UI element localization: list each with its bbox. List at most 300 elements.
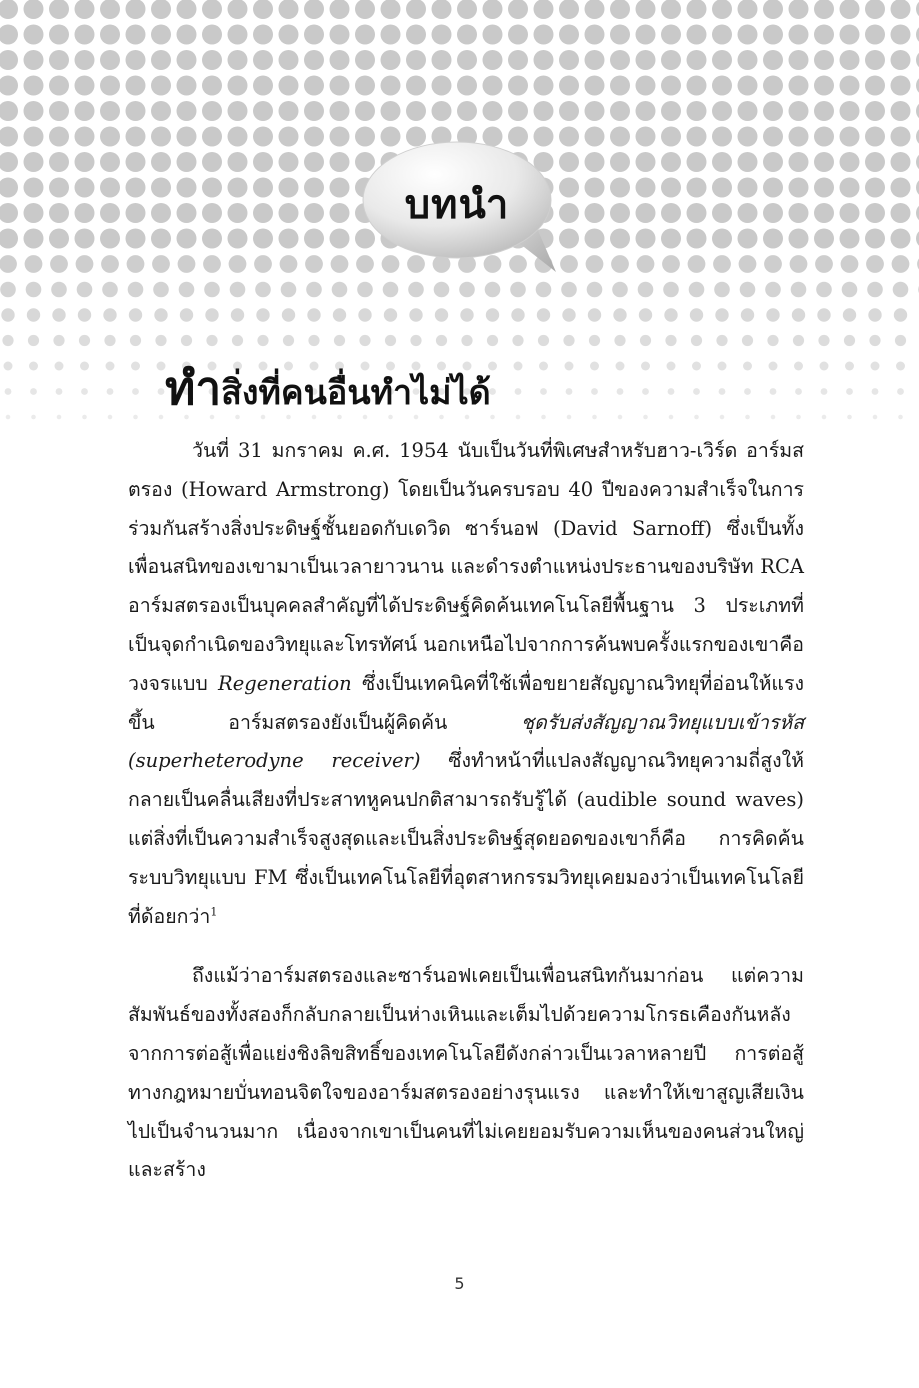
decorative-dot (814, 229, 834, 249)
decorative-dot (132, 388, 139, 395)
decorative-dot (49, 178, 69, 198)
decorative-dot (539, 362, 548, 371)
decorative-dot (151, 127, 171, 147)
decorative-dot (228, 101, 248, 121)
decorative-dot (485, 282, 501, 298)
decorative-dot (49, 203, 69, 223)
chapter-title: บทนำ (404, 182, 510, 228)
decorative-dot (866, 255, 884, 273)
decorative-dot (636, 203, 656, 223)
decorative-dot (100, 152, 120, 172)
decorative-dot (661, 178, 681, 198)
decorative-dot (279, 152, 299, 172)
decorative-dot (457, 101, 477, 121)
decorative-dot (304, 76, 324, 96)
decorative-dot (763, 127, 783, 147)
decorative-dot (712, 0, 732, 19)
decorative-dot (817, 308, 830, 321)
decorative-dot (206, 335, 217, 346)
decorative-dot (845, 362, 854, 371)
decorative-dot (459, 282, 475, 298)
decorative-dot (712, 50, 732, 70)
decorative-dot (1, 308, 14, 321)
decorative-dot (108, 415, 113, 420)
decorative-dot (661, 152, 681, 172)
decorative-dot (204, 282, 220, 298)
paragraph-1-italic-regeneration: Regeneration (218, 671, 352, 695)
decorative-dot (865, 203, 885, 223)
page-number: 5 (454, 1274, 465, 1293)
decorative-dot (24, 50, 44, 70)
decorative-dot (355, 50, 375, 70)
decorative-dot (0, 152, 18, 172)
decorative-dot (151, 229, 171, 249)
decorative-dot (610, 203, 630, 223)
decorative-dot (177, 76, 197, 96)
decorative-dot (381, 0, 401, 19)
decorative-dot (763, 229, 783, 249)
decorative-dot (898, 415, 903, 420)
decorative-dot (381, 101, 401, 121)
decorative-dot (742, 335, 753, 346)
decorative-dot (611, 255, 629, 273)
decorative-dot (661, 203, 681, 223)
decorative-dot (559, 101, 579, 121)
decorative-dot (155, 335, 166, 346)
decorative-dot (840, 229, 860, 249)
footnote-reference: 1 (210, 905, 218, 919)
decorative-dot (610, 178, 630, 198)
decorative-dot (741, 308, 754, 321)
decorative-dot (24, 127, 44, 147)
decorative-dot (840, 152, 860, 172)
decorative-dot (385, 335, 396, 346)
decorative-dot (127, 255, 145, 273)
decorative-dot (228, 152, 248, 172)
decorative-dot (534, 101, 554, 121)
decorative-dot (228, 0, 248, 19)
decorative-dot (559, 25, 579, 45)
decorative-dot (763, 0, 783, 19)
decorative-dot (130, 335, 141, 346)
decorative-dot (789, 152, 809, 172)
decorative-dot (661, 127, 681, 147)
decorative-dot (842, 282, 858, 298)
decorative-dot (712, 76, 732, 96)
decorative-dot (687, 0, 707, 19)
decorative-dot (304, 25, 324, 45)
decorative-dot (151, 178, 171, 198)
decorative-dot (330, 0, 350, 19)
decorative-dot (304, 127, 324, 147)
decorative-dot (280, 255, 298, 273)
decorative-dot (283, 335, 294, 346)
decorative-dot (202, 76, 222, 96)
decorative-dot (868, 308, 881, 321)
decorative-dot (718, 362, 727, 371)
decorative-dot (795, 388, 802, 395)
decorative-dot (330, 76, 350, 96)
decorative-dot (616, 362, 625, 371)
decorative-dot (151, 0, 171, 19)
decorative-dot (457, 25, 477, 45)
decorative-dot (667, 362, 676, 371)
decorative-dot (75, 127, 95, 147)
decorative-dot (814, 152, 834, 172)
decorative-dot (151, 25, 171, 45)
decorative-dot (867, 282, 883, 298)
decorative-dot (279, 203, 299, 223)
decorative-dot (592, 415, 597, 420)
decorative-dot (789, 203, 809, 223)
decorative-dot (844, 335, 855, 346)
decorative-dot (865, 25, 885, 45)
decorative-dot (483, 25, 503, 45)
decorative-dot (588, 308, 601, 321)
decorative-dot (636, 25, 656, 45)
decorative-dot (847, 415, 852, 420)
decorative-dot (516, 415, 521, 420)
decorative-dot (102, 282, 118, 298)
decorative-dot (872, 388, 879, 395)
decorative-dot (814, 50, 834, 70)
decorative-dot (52, 308, 65, 321)
decorative-dot (865, 127, 885, 147)
decorative-dot (0, 282, 16, 298)
decorative-dot (508, 76, 528, 96)
decorative-dot (587, 282, 603, 298)
decorative-dot (789, 178, 809, 198)
decorative-dot (381, 76, 401, 96)
decorative-dot (384, 308, 397, 321)
decorative-dot (51, 282, 67, 298)
decorative-dot (642, 388, 649, 395)
decorative-dot (100, 229, 120, 249)
decorative-dot (840, 127, 860, 147)
decorative-dot (610, 0, 630, 19)
decorative-dot (177, 25, 197, 45)
decorative-dot (687, 152, 707, 172)
decorative-dot (406, 101, 426, 121)
decorative-dot (661, 101, 681, 121)
decorative-dot (567, 415, 572, 420)
decorative-dot (586, 255, 604, 273)
decorative-dot (29, 362, 38, 371)
decorative-dot (891, 203, 911, 223)
decorative-dot (712, 203, 732, 223)
decorative-dot (332, 282, 348, 298)
decorative-dot (559, 50, 579, 70)
decorative-dot (892, 255, 910, 273)
decorative-dot (153, 282, 169, 298)
chapter-speech-bubble (360, 138, 570, 278)
paragraph-1-italic-superheterodyne: ชุดรับส่งสัญญาณวิทยุแบบเข้ารหัส (superheterodyne receiver) (128, 710, 804, 773)
decorative-dot (610, 127, 630, 147)
decorative-dot (511, 308, 524, 321)
decorative-dot (692, 362, 701, 371)
decorative-dot (180, 308, 193, 321)
decorative-dot (432, 101, 452, 121)
decorative-dot (158, 388, 165, 395)
decorative-dot (541, 415, 546, 420)
decorative-dot (305, 255, 323, 273)
decorative-dot (457, 0, 477, 19)
decorative-dot (738, 229, 758, 249)
decorative-dot (610, 50, 630, 70)
decorative-dot (126, 178, 146, 198)
decorative-dot (763, 178, 783, 198)
decorative-dot (159, 415, 164, 420)
decorative-dot (816, 282, 832, 298)
decorative-dot (304, 0, 324, 19)
decorative-dot (304, 50, 324, 70)
decorative-dot (232, 335, 243, 346)
decorative-dot (483, 50, 503, 70)
decorative-dot (6, 415, 11, 420)
decorative-dot (107, 388, 114, 395)
decorative-dot (253, 0, 273, 19)
decorative-dot (793, 335, 804, 346)
decorative-dot (712, 101, 732, 121)
decorative-dot (331, 255, 349, 273)
decorative-dot (540, 388, 547, 395)
decorative-dot (794, 362, 803, 371)
decorative-dot (846, 388, 853, 395)
decorative-dot (304, 152, 324, 172)
decorative-dot (126, 0, 146, 19)
decorative-dot (873, 415, 878, 420)
decorative-dot (282, 308, 295, 321)
decorative-dot (712, 127, 732, 147)
decorative-dot (75, 203, 95, 223)
decorative-dot (720, 415, 725, 420)
decorative-dot (128, 282, 144, 298)
decorative-dot (566, 388, 573, 395)
decorative-dot (636, 178, 656, 198)
decorative-dot (585, 127, 605, 147)
decorative-dot (665, 335, 676, 346)
decorative-dot (613, 308, 626, 321)
decorative-dot (24, 101, 44, 121)
decorative-dot (840, 0, 860, 19)
decorative-dot (661, 0, 681, 19)
decorative-dot (151, 101, 171, 121)
decorative-dot (79, 335, 90, 346)
decorative-dot (75, 50, 95, 70)
decorative-dot (131, 362, 140, 371)
decorative-dot (738, 50, 758, 70)
decorative-dot (512, 335, 523, 346)
decorative-dot (483, 76, 503, 96)
decorative-dot (151, 76, 171, 96)
decorative-dot (279, 76, 299, 96)
decorative-dot (891, 127, 911, 147)
decorative-dot (228, 229, 248, 249)
decorative-dot (814, 178, 834, 198)
decorative-dot (0, 203, 18, 223)
decorative-dot (661, 25, 681, 45)
decorative-dot (796, 415, 801, 420)
decorative-dot (865, 76, 885, 96)
decorative-dot (534, 25, 554, 45)
decorative-dot (738, 178, 758, 198)
decorative-dot (534, 76, 554, 96)
decorative-dot (739, 255, 757, 273)
decorative-dot (24, 76, 44, 96)
decorative-dot (738, 203, 758, 223)
decorative-dot (745, 415, 750, 420)
decorative-dot (0, 50, 18, 70)
decorative-dot (663, 282, 679, 298)
decorative-dot (687, 25, 707, 45)
decorative-dot (871, 362, 880, 371)
decorative-dot (562, 308, 575, 321)
decorative-dot (891, 25, 911, 45)
decorative-dot (253, 229, 273, 249)
decorative-dot (151, 203, 171, 223)
decorative-dot (257, 335, 268, 346)
decorative-dot (256, 308, 269, 321)
decorative-dot (0, 255, 17, 273)
decorative-dot (279, 127, 299, 147)
decorative-dot (333, 308, 346, 321)
decorative-dot (49, 76, 69, 96)
decorative-dot (610, 152, 630, 172)
decorative-dot (712, 229, 732, 249)
decorative-dot (28, 335, 39, 346)
decorative-dot (133, 415, 138, 420)
decorative-dot (636, 101, 656, 121)
decorative-dot (129, 308, 142, 321)
decorative-dot (435, 308, 448, 321)
decorative-dot (0, 229, 18, 249)
decorative-dot (891, 229, 911, 249)
decorative-dot (126, 25, 146, 45)
decorative-dot (24, 229, 44, 249)
decorative-dot (228, 203, 248, 223)
decorative-dot (789, 76, 809, 96)
decorative-dot (24, 152, 44, 172)
decorative-dot (49, 127, 69, 147)
decorative-dot (487, 335, 498, 346)
decorative-dot (126, 203, 146, 223)
decorative-dot (636, 50, 656, 70)
decorative-dot (865, 101, 885, 121)
decorative-dot (789, 229, 809, 249)
decorative-dot (790, 255, 808, 273)
decorative-dot (765, 282, 781, 298)
decorative-dot (101, 255, 119, 273)
decorative-dot (202, 229, 222, 249)
decorative-dot (126, 229, 146, 249)
decorative-dot (100, 0, 120, 19)
decorative-dot (763, 152, 783, 172)
decorative-dot (304, 178, 324, 198)
decorative-dot (715, 308, 728, 321)
decorative-dot (460, 308, 473, 321)
decorative-dot (434, 282, 450, 298)
decorative-dot (81, 388, 88, 395)
decorative-dot (814, 101, 834, 121)
decorative-dot (82, 415, 87, 420)
decorative-dot (330, 203, 350, 223)
decorative-dot (840, 203, 860, 223)
decorative-dot (814, 76, 834, 96)
decorative-dot (355, 0, 375, 19)
decorative-dot (279, 0, 299, 19)
decorative-dot (668, 388, 675, 395)
decorative-dot (712, 25, 732, 45)
decorative-dot (508, 50, 528, 70)
decorative-dot (610, 229, 630, 249)
paragraph-1-part-3: ซึ่งทำหน้าที่แปลงสัญญาณวิทยุความถี่สูงให้กลายเป็นคลื่นเสียงที่ประสาทหูคนปกติสามารถรับรู้ได้ (audible sound waves) แต่สิ่งที่เป็นความสำเร็จสูงสุดและเป็นสิ่งประดิษฐ์สุดยอดของเขาก็คือ การคิดค้นระบบวิทยุแบบ FM ซึ่งเป็นเทคโนโลยีที่อุตสาหกรรมวิทยุเคยมองว่าเป็นเทคโนโลยีที่ด้อยกว่า (128, 749, 804, 928)
decorative-dot (687, 203, 707, 223)
decorative-dot (483, 0, 503, 19)
decorative-dot (126, 101, 146, 121)
decorative-dot (100, 127, 120, 147)
decorative-dot (5, 388, 12, 395)
decorative-dot (561, 282, 577, 298)
decorative-dot (508, 0, 528, 19)
decorative-dot (383, 282, 399, 298)
decorative-dot (508, 101, 528, 121)
decorative-dot (639, 308, 652, 321)
decorative-dot (636, 152, 656, 172)
decorative-dot (330, 152, 350, 172)
decorative-dot (253, 178, 273, 198)
decorative-dot (640, 335, 651, 346)
decorative-dot (229, 255, 247, 273)
decorative-dot (661, 229, 681, 249)
decorative-dot (687, 101, 707, 121)
decorative-dot (687, 127, 707, 147)
decorative-dot (585, 76, 605, 96)
decorative-dot (359, 335, 370, 346)
decorative-dot (0, 76, 18, 96)
decorative-dot (75, 25, 95, 45)
decorative-dot (355, 76, 375, 96)
decorative-dot (355, 101, 375, 121)
decorative-dot (279, 25, 299, 45)
decorative-dot (815, 255, 833, 273)
decorative-dot (591, 388, 598, 395)
decorative-dot (0, 127, 18, 147)
decorative-dot (100, 178, 120, 198)
decorative-dot (100, 76, 120, 96)
decorative-dot (381, 50, 401, 70)
decorative-dot (126, 152, 146, 172)
decorative-dot (334, 335, 345, 346)
decorative-dot (205, 308, 218, 321)
decorative-dot (840, 76, 860, 96)
decorative-dot (178, 255, 196, 273)
decorative-dot (662, 255, 680, 273)
decorative-dot (432, 25, 452, 45)
decorative-dot (766, 308, 779, 321)
decorative-dot (50, 255, 68, 273)
decorative-dot (763, 76, 783, 96)
decorative-dot (202, 50, 222, 70)
decorative-dot (75, 178, 95, 198)
decorative-dot (738, 101, 758, 121)
decorative-dot (716, 335, 727, 346)
decorative-dot (693, 388, 700, 395)
decorative-dot (818, 335, 829, 346)
decorative-dot (228, 127, 248, 147)
decorative-dot (306, 282, 322, 298)
decorative-dot (769, 362, 778, 371)
decorative-dot (100, 50, 120, 70)
